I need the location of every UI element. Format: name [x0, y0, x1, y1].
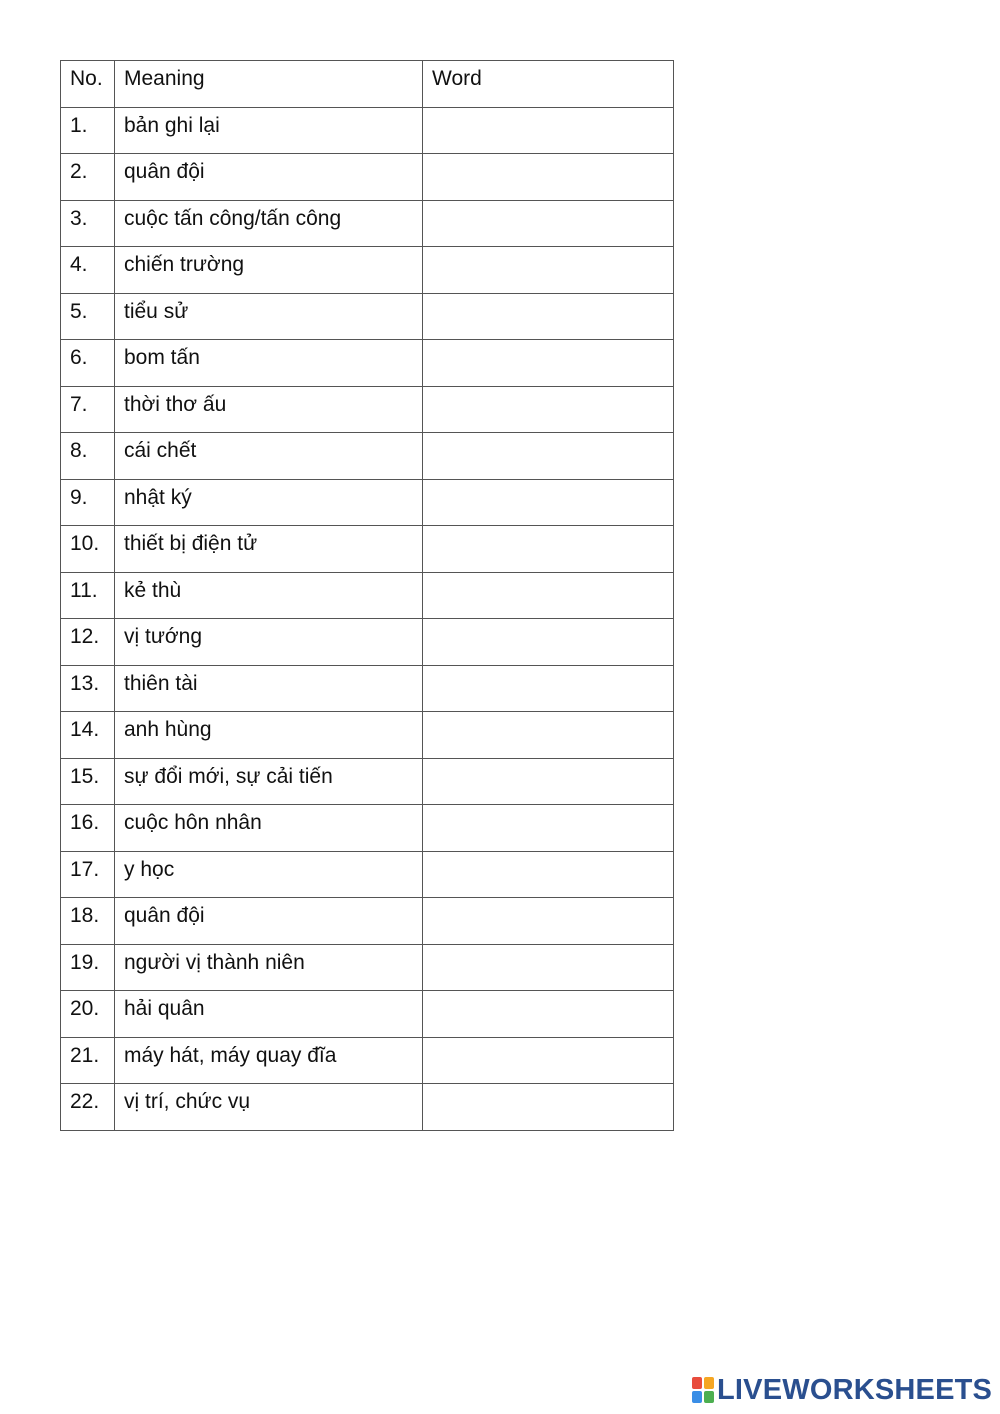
meaning-cell: cái chết — [115, 433, 423, 480]
word-answer-input[interactable] — [423, 1038, 673, 1084]
meaning-cell: quân đội — [115, 898, 423, 945]
word-answer-input[interactable] — [423, 898, 673, 944]
word-cell — [423, 805, 674, 852]
row-number: 8. — [61, 433, 115, 480]
meaning-cell: thời thơ ấu — [115, 386, 423, 433]
word-answer-input[interactable] — [423, 480, 673, 526]
vocabulary-table — [60, 60, 674, 1131]
header-word: Word — [423, 61, 674, 108]
word-cell — [423, 433, 674, 480]
liveworksheets-logo-icon — [692, 1377, 714, 1403]
row-number: 19. — [61, 944, 115, 991]
meaning-cell: bom tấn — [115, 340, 423, 387]
word-answer-input[interactable] — [423, 387, 673, 433]
row-number: 4. — [61, 247, 115, 294]
table-row — [61, 898, 674, 945]
table-row — [61, 293, 674, 340]
word-answer-input[interactable] — [423, 154, 673, 200]
table-row — [61, 107, 674, 154]
word-answer-input[interactable] — [423, 759, 673, 805]
word-answer-input[interactable] — [423, 945, 673, 991]
word-cell — [423, 991, 674, 1038]
word-answer-input[interactable] — [423, 1084, 673, 1130]
row-number: 1. — [61, 107, 115, 154]
meaning-cell: thiên tài — [115, 665, 423, 712]
word-cell — [423, 619, 674, 666]
meaning-cell: bản ghi lại — [115, 107, 423, 154]
word-answer-input[interactable] — [423, 247, 673, 293]
word-cell — [423, 479, 674, 526]
row-number: 7. — [61, 386, 115, 433]
word-answer-input[interactable] — [423, 201, 673, 247]
table-body — [61, 107, 674, 1130]
word-answer-input[interactable] — [423, 108, 673, 154]
row-number: 12. — [61, 619, 115, 666]
table-row — [61, 758, 674, 805]
word-cell — [423, 944, 674, 991]
table-row — [61, 851, 674, 898]
row-number: 16. — [61, 805, 115, 852]
table-row — [61, 665, 674, 712]
table-row — [61, 1084, 674, 1131]
word-cell — [423, 1037, 674, 1084]
meaning-cell: vị trí, chức vụ — [115, 1084, 423, 1131]
word-answer-input[interactable] — [423, 619, 673, 665]
liveworksheets-logo — [692, 1374, 992, 1406]
meaning-cell: máy hát, máy quay đĩa — [115, 1037, 423, 1084]
row-number: 17. — [61, 851, 115, 898]
logo-text: LIVEWORKSHEETS — [717, 1373, 993, 1406]
word-cell — [423, 200, 674, 247]
table-row — [61, 526, 674, 573]
table-row — [61, 386, 674, 433]
word-cell — [423, 898, 674, 945]
table-row — [61, 340, 674, 387]
meaning-cell: thiết bị điện tử — [115, 526, 423, 573]
word-answer-input[interactable] — [423, 852, 673, 898]
word-cell — [423, 293, 674, 340]
meaning-cell: nhật ký — [115, 479, 423, 526]
table-row — [61, 154, 674, 201]
row-number: 9. — [61, 479, 115, 526]
row-number: 18. — [61, 898, 115, 945]
row-number: 21. — [61, 1037, 115, 1084]
word-answer-input[interactable] — [423, 294, 673, 340]
table-row — [61, 991, 674, 1038]
meaning-cell: hải quân — [115, 991, 423, 1038]
table-row — [61, 479, 674, 526]
meaning-cell: kẻ thù — [115, 572, 423, 619]
meaning-cell: người vị thành niên — [115, 944, 423, 991]
word-cell — [423, 247, 674, 294]
meaning-cell: sự đổi mới, sự cải tiến — [115, 758, 423, 805]
table-row — [61, 572, 674, 619]
word-answer-input[interactable] — [423, 340, 673, 386]
meaning-cell: cuộc hôn nhân — [115, 805, 423, 852]
word-answer-input[interactable] — [423, 991, 673, 1037]
row-number: 10. — [61, 526, 115, 573]
word-cell — [423, 665, 674, 712]
word-cell — [423, 851, 674, 898]
meaning-cell: cuộc tấn công/tấn công — [115, 200, 423, 247]
meaning-cell: y học — [115, 851, 423, 898]
table-row — [61, 712, 674, 759]
meaning-cell: tiểu sử — [115, 293, 423, 340]
word-cell — [423, 107, 674, 154]
header-no: No. — [61, 61, 115, 108]
table-row — [61, 805, 674, 852]
table-row — [61, 944, 674, 991]
table-row — [61, 200, 674, 247]
row-number: 3. — [61, 200, 115, 247]
word-cell — [423, 1084, 674, 1131]
meaning-cell: vị tướng — [115, 619, 423, 666]
table-row — [61, 247, 674, 294]
header-meaning: Meaning — [115, 61, 423, 108]
table-row — [61, 1037, 674, 1084]
row-number: 6. — [61, 340, 115, 387]
table-row — [61, 433, 674, 480]
meaning-cell: chiến trường — [115, 247, 423, 294]
row-number: 22. — [61, 1084, 115, 1131]
meaning-cell: anh hùng — [115, 712, 423, 759]
word-cell — [423, 712, 674, 759]
word-cell — [423, 340, 674, 387]
table-header-row — [61, 61, 674, 108]
word-answer-input[interactable] — [423, 433, 673, 479]
word-cell — [423, 526, 674, 573]
word-answer-input[interactable] — [423, 712, 673, 758]
word-cell — [423, 154, 674, 201]
row-number: 20. — [61, 991, 115, 1038]
row-number: 15. — [61, 758, 115, 805]
word-cell — [423, 758, 674, 805]
meaning-cell: quân đội — [115, 154, 423, 201]
word-cell — [423, 572, 674, 619]
row-number: 2. — [61, 154, 115, 201]
word-cell — [423, 386, 674, 433]
row-number: 11. — [61, 572, 115, 619]
word-answer-input[interactable] — [423, 666, 673, 712]
word-answer-input[interactable] — [423, 526, 673, 572]
row-number: 13. — [61, 665, 115, 712]
table-row — [61, 619, 674, 666]
row-number: 14. — [61, 712, 115, 759]
word-answer-input[interactable] — [423, 805, 673, 851]
row-number: 5. — [61, 293, 115, 340]
word-answer-input[interactable] — [423, 573, 673, 619]
